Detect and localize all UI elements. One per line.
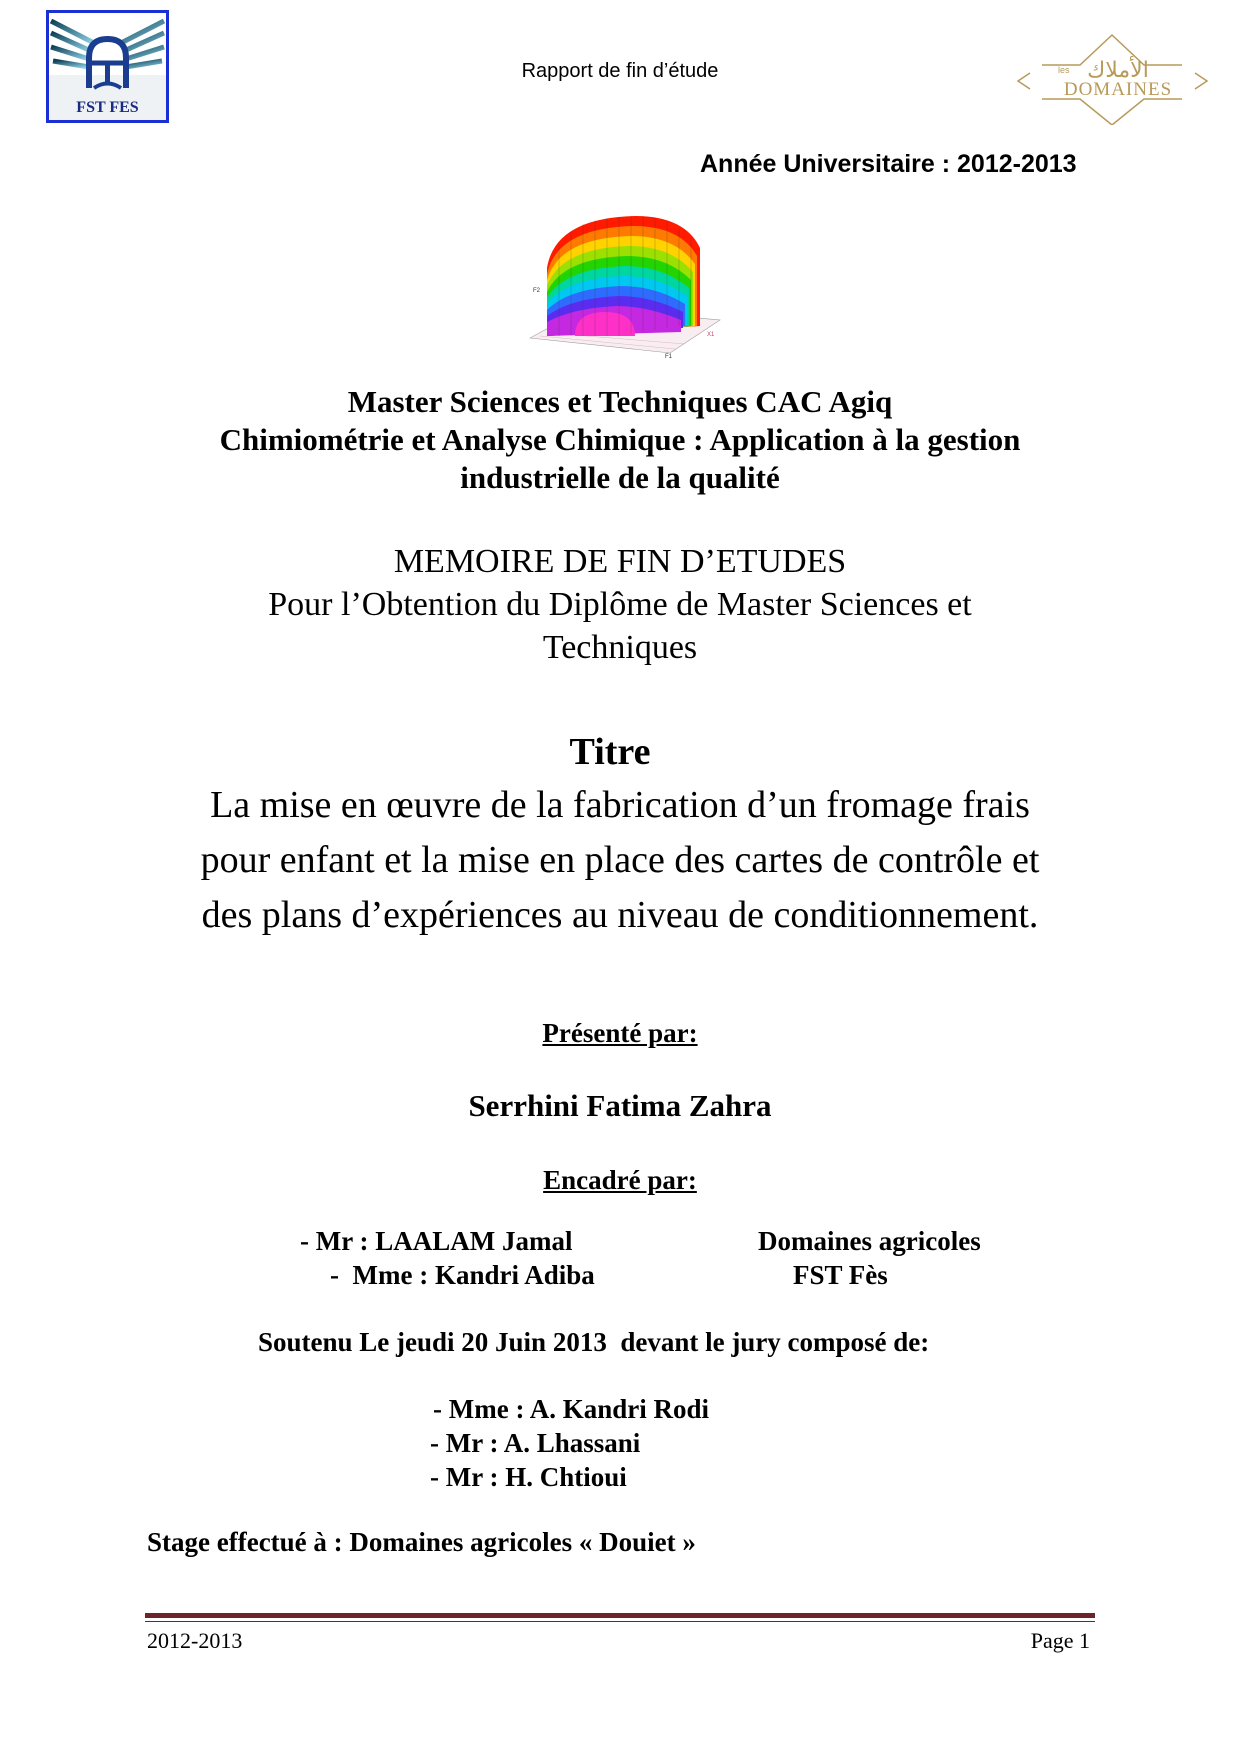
axis-label-f1: F1 bbox=[665, 354, 673, 358]
running-header-title: Rapport de fin d’étude bbox=[521, 60, 719, 82]
supervisor-name: - Mr : LAALAM Jamal bbox=[300, 1226, 573, 1256]
footer-divider-thick bbox=[145, 1613, 1095, 1618]
domaines-prefix: les bbox=[1058, 65, 1070, 75]
domaines-arabic-text: الأملاك bbox=[1087, 58, 1149, 83]
defense-statement: Soutenu Le jeudi 20 Juin 2013 devant le jury composé de: bbox=[258, 1327, 930, 1357]
title-heading: Titre bbox=[569, 731, 651, 773]
memoire-line: Pour l’Obtention du Diplôme de Master Sciences et bbox=[268, 586, 972, 623]
memoire-heading: MEMOIRE DE FIN D’ETUDES bbox=[393, 543, 847, 580]
surface-plot-figure bbox=[525, 208, 725, 358]
footer-page-number: Page 1 bbox=[1030, 1628, 1090, 1653]
jury-member: - Mme : A. Kandri Rodi bbox=[433, 1394, 709, 1424]
academic-year: Année Universitaire : 2012-2013 bbox=[700, 150, 1077, 178]
program-title-block bbox=[150, 383, 1090, 497]
supervisor-organization: FST Fès bbox=[793, 1260, 888, 1290]
footer-divider-thin bbox=[145, 1621, 1095, 1622]
student-name: Serrhini Fatima Zahra bbox=[468, 1088, 772, 1123]
axis-label-x1: X1 bbox=[707, 332, 715, 338]
supervisor-organization: Domaines agricoles bbox=[758, 1226, 981, 1256]
presented-by-label: Présenté par: bbox=[542, 1018, 698, 1048]
internship-location: Stage effectué à : Domaines agricoles « Douiet » bbox=[147, 1527, 696, 1557]
program-line: Chimiométrie et Analyse Chimique : Application à la gestion bbox=[219, 422, 1021, 457]
domaines-emblem-icon bbox=[1010, 25, 1215, 125]
memoire-line: Techniques bbox=[542, 629, 698, 666]
domaines-logo-text: DOMAINES bbox=[1063, 79, 1173, 100]
thesis-title-line: des plans d’expériences au niveau de conditionnement. bbox=[201, 894, 1039, 936]
supervised-by-label: Encadré par: bbox=[543, 1165, 697, 1195]
axis-label-f2: F2 bbox=[533, 288, 541, 294]
footer-year: 2012-2013 bbox=[147, 1628, 243, 1653]
jury-member: - Mr : H. Chtioui bbox=[430, 1462, 627, 1492]
jury-member: - Mr : A. Lhassani bbox=[430, 1428, 641, 1458]
thesis-title-line: La mise en œuvre de la fabrication d’un fromage frais bbox=[210, 784, 1030, 826]
supervisor-name: - Mme : Kandri Adiba bbox=[330, 1260, 595, 1290]
thesis-title-line: pour enfant et la mise en place des cartes de contrôle et bbox=[200, 839, 1040, 881]
program-line: industrielle de la qualité bbox=[460, 460, 780, 495]
domaines-logo bbox=[1010, 25, 1215, 125]
fst-logo-text: FST FES bbox=[76, 99, 139, 116]
memoire-block bbox=[150, 540, 1090, 669]
program-line: Master Sciences et Techniques CAC Agiq bbox=[347, 384, 893, 419]
thesis-title bbox=[150, 778, 1090, 943]
